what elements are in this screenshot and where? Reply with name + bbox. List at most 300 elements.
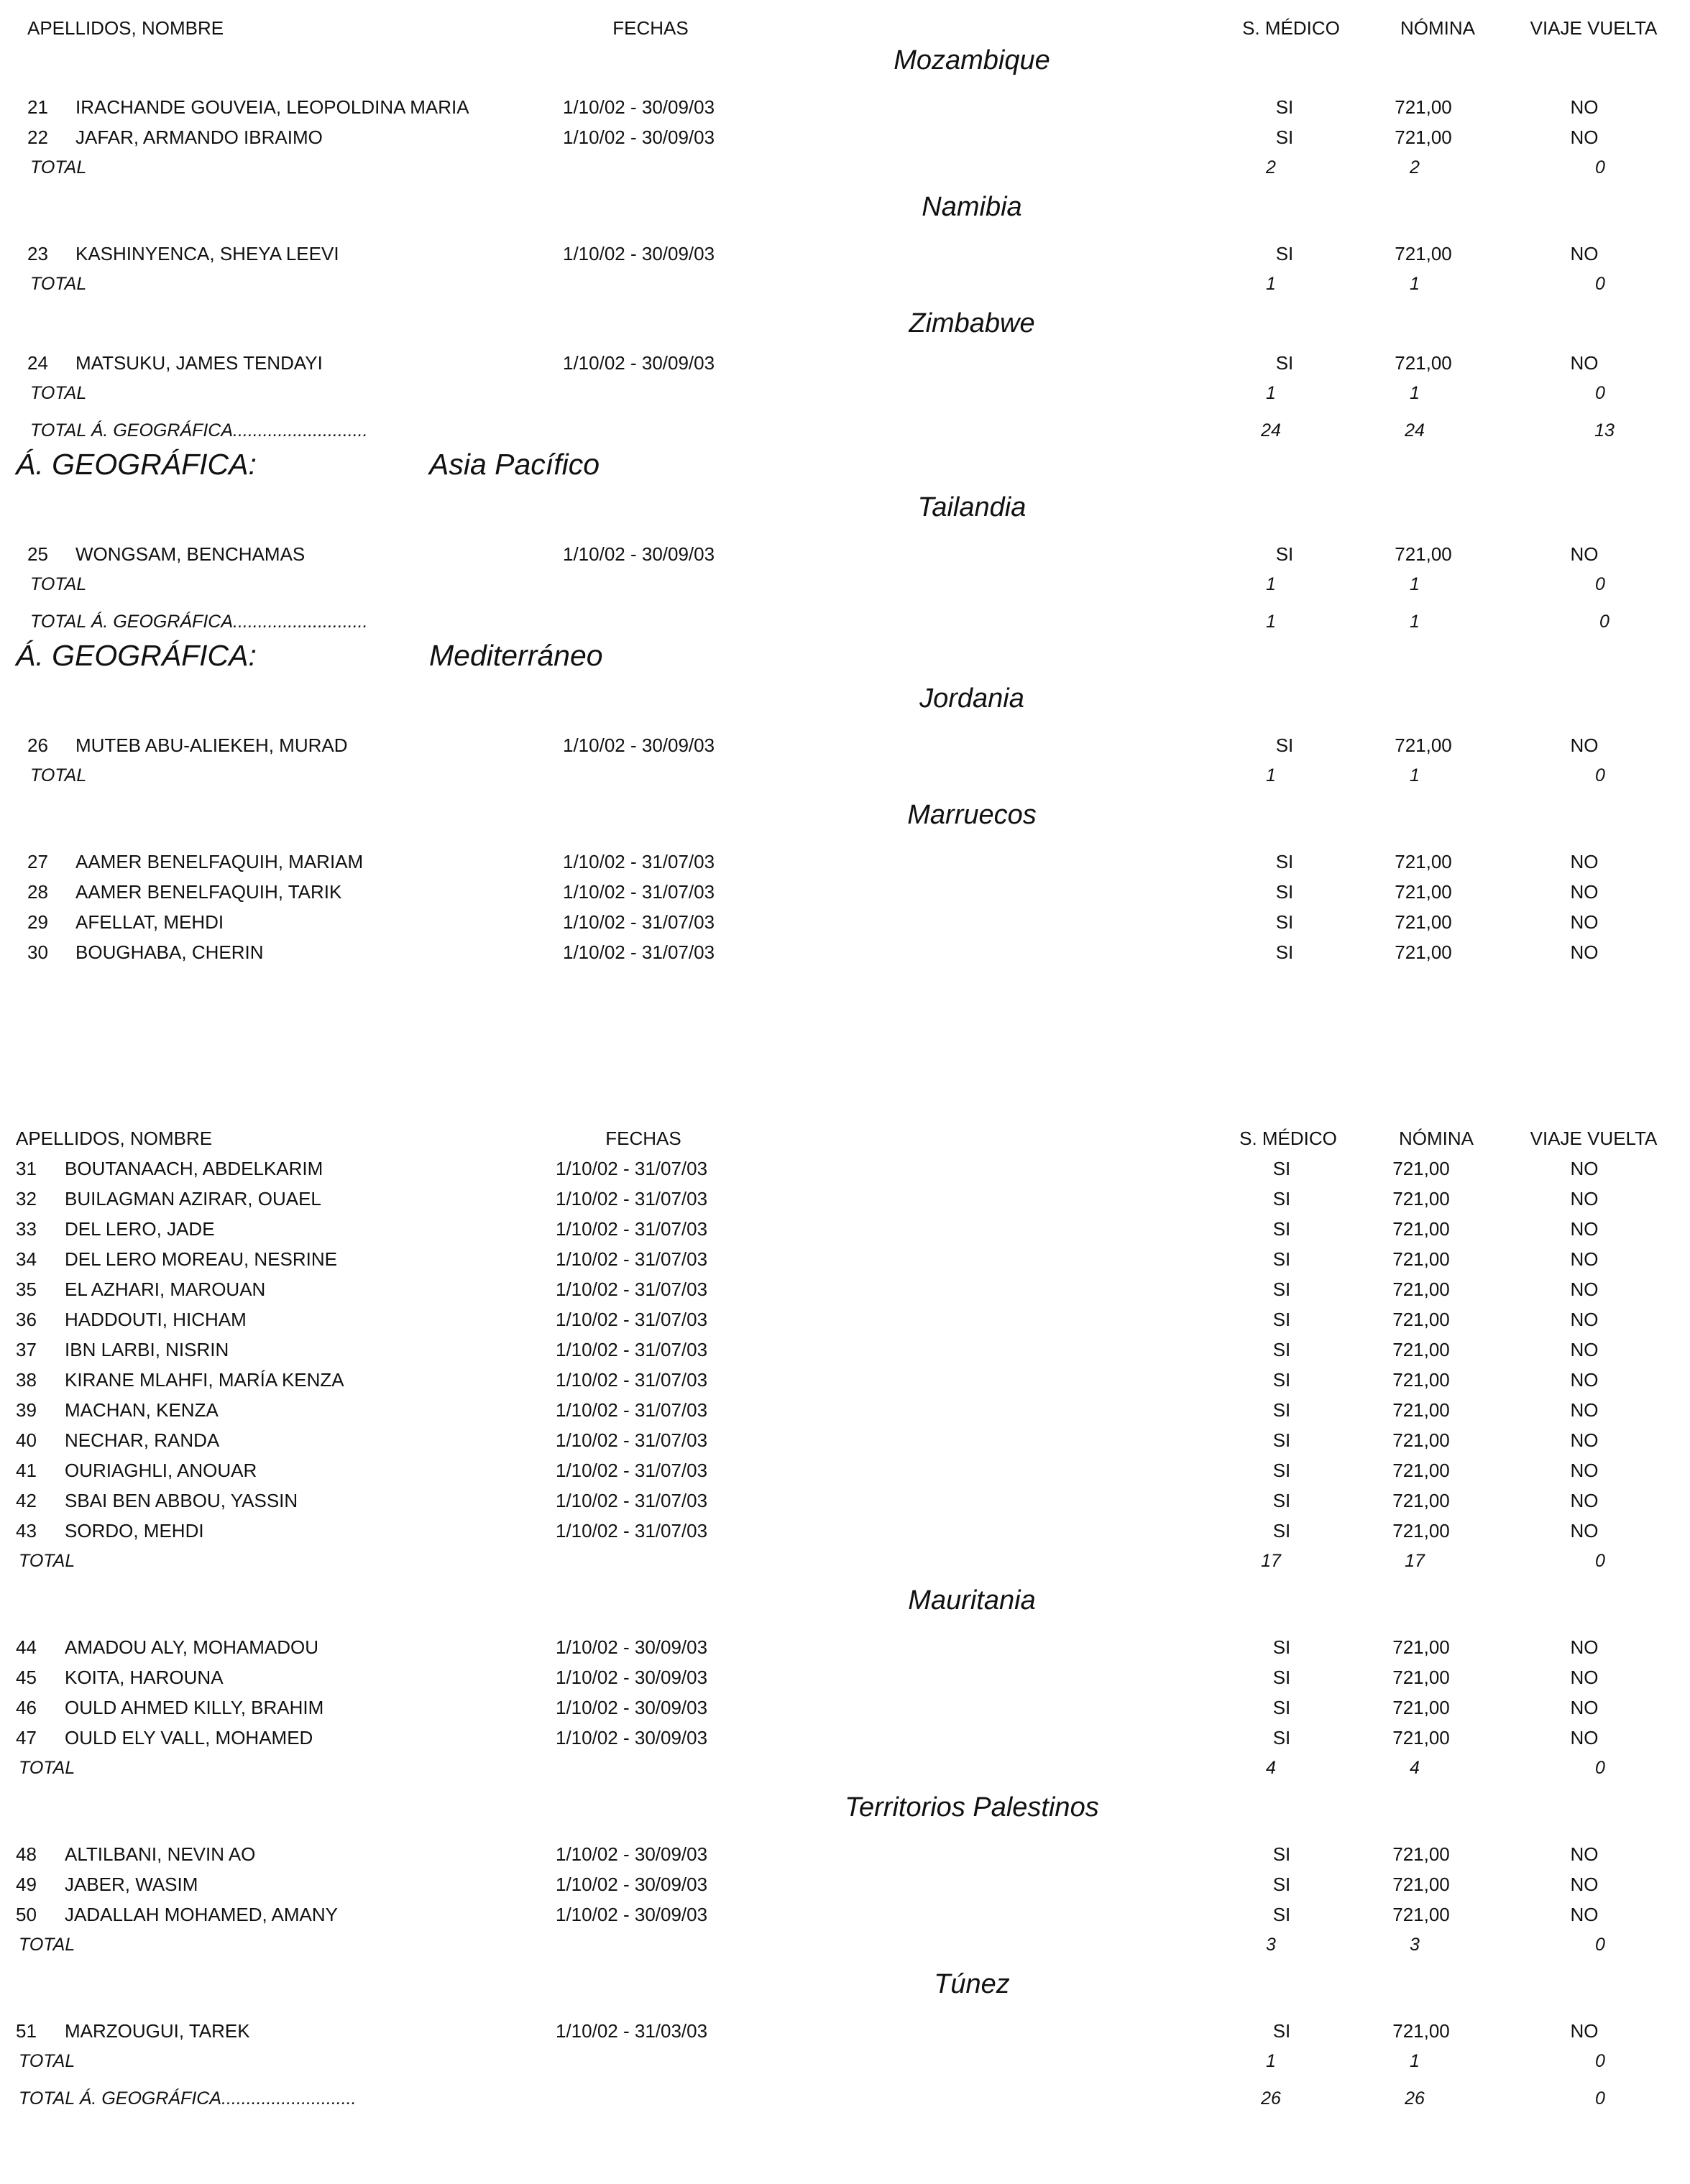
total-row <box>0 1753 1690 1783</box>
cell: 721,00 <box>1395 352 1452 374</box>
cell: 721,00 <box>1392 1248 1450 1270</box>
country-heading-territorios-palestinos <box>0 1790 1690 1825</box>
cell: NO <box>1570 543 1599 565</box>
cell: SI <box>1272 1697 1291 1718</box>
cell: KASHINYENCA, SHEYA LEEVI <box>75 243 339 264</box>
cell: 1/10/02 - 30/09/03 <box>556 1636 708 1658</box>
table-row <box>0 92 1690 122</box>
cell: 721,00 <box>1392 1218 1450 1240</box>
cell: NO <box>1570 1520 1599 1542</box>
section-2 <box>0 1123 1690 2114</box>
cell: SI <box>1272 1248 1291 1270</box>
country-heading-mozambique <box>0 43 1690 78</box>
country-heading-tailandia <box>0 490 1690 525</box>
cell: 26 <box>1261 2088 1281 2109</box>
cell: SI <box>1272 1399 1291 1421</box>
cell: 51 <box>16 2020 37 2042</box>
cell: 43 <box>16 1520 37 1542</box>
cell: 2 <box>1410 157 1420 178</box>
section-1 <box>0 13 1690 967</box>
cell: SI <box>1272 1309 1291 1330</box>
cell: 31 <box>16 1158 37 1179</box>
table-row <box>0 847 1690 877</box>
cell: 1/10/02 - 30/09/03 <box>563 543 715 565</box>
total-row <box>0 152 1690 183</box>
table-row <box>0 1335 1690 1365</box>
cell: 721,00 <box>1395 734 1452 756</box>
cell: NO <box>1570 1429 1599 1451</box>
cell: 0 <box>1595 2088 1605 2109</box>
cell: 1 <box>1410 574 1420 594</box>
cell: 49 <box>16 1874 37 1895</box>
cell: NO <box>1570 1248 1599 1270</box>
cell: NO <box>1570 1339 1599 1360</box>
cell: 35 <box>16 1278 37 1300</box>
cell: 1 <box>1410 2051 1420 2071</box>
header-trip: VIAJE VUELTA <box>1530 1128 1658 1149</box>
header-name: APELLIDOS, NOMBRE <box>16 1128 213 1149</box>
cell: BUILAGMAN AZIRAR, OUAEL <box>65 1188 321 1210</box>
area-total-row <box>0 2083 1690 2114</box>
country-name: Tailandia <box>917 492 1027 522</box>
cell: 721,00 <box>1392 1309 1450 1330</box>
cell: 24 <box>1405 420 1425 441</box>
cell: SI <box>1275 96 1294 118</box>
cell: 47 <box>16 1727 37 1748</box>
cell: 721,00 <box>1392 1339 1450 1360</box>
cell: 41 <box>16 1460 37 1481</box>
cell: 721,00 <box>1392 1697 1450 1718</box>
area-total-row <box>0 607 1690 637</box>
cell: 1/10/02 - 31/07/03 <box>556 1520 708 1542</box>
cell: 1/10/02 - 30/09/03 <box>563 243 715 264</box>
cell: SBAI BEN ABBOU, YASSIN <box>65 1490 298 1511</box>
cell: NO <box>1570 1490 1599 1511</box>
cell: 25 <box>27 543 48 565</box>
cell: 721,00 <box>1392 1429 1450 1451</box>
cell: 1/10/02 - 31/03/03 <box>556 2020 708 2042</box>
cell: TOTAL Á. GEOGRÁFICA........................... <box>30 420 368 441</box>
cell: 1 <box>1266 765 1276 785</box>
cell: SI <box>1272 1520 1291 1542</box>
cell: 1/10/02 - 31/07/03 <box>556 1460 708 1481</box>
cell: 1/10/02 - 31/07/03 <box>556 1278 708 1300</box>
cell: NO <box>1570 1727 1599 1748</box>
cell: 46 <box>16 1697 37 1718</box>
total-row <box>0 2046 1690 2076</box>
cell: AAMER BENELFAQUIH, MARIAM <box>75 851 364 872</box>
country-name: Mauritania <box>908 1585 1036 1616</box>
cell: 13 <box>1594 420 1615 441</box>
cell: 1/10/02 - 31/07/03 <box>556 1369 708 1391</box>
cell: MARZOUGUI, TAREK <box>65 2020 250 2042</box>
cell: 721,00 <box>1395 911 1452 933</box>
table-row <box>0 1184 1690 1214</box>
cell: NO <box>1570 1843 1599 1865</box>
cell: 721,00 <box>1395 881 1452 903</box>
cell: 39 <box>16 1399 37 1421</box>
cell: 721,00 <box>1395 126 1452 148</box>
cell: 21 <box>27 96 48 118</box>
country-name: Territorios Palestinos <box>845 1792 1099 1823</box>
cell: MATSUKU, JAMES TENDAYI <box>75 352 323 374</box>
cell: SI <box>1275 243 1294 264</box>
total-row <box>0 1930 1690 1960</box>
cell: 1/10/02 - 31/07/03 <box>556 1158 708 1179</box>
country-heading-zimbabwe <box>0 306 1690 341</box>
cell: 721,00 <box>1392 1460 1450 1481</box>
table-row <box>0 1365 1690 1395</box>
cell: SI <box>1272 1490 1291 1511</box>
cell: 1/10/02 - 30/09/03 <box>556 1697 708 1718</box>
cell: SI <box>1272 1158 1291 1179</box>
cell: 0 <box>1595 1935 1605 1955</box>
cell: 1/10/02 - 30/09/03 <box>563 734 715 756</box>
cell: 721,00 <box>1392 1188 1450 1210</box>
total-row <box>0 760 1690 791</box>
cell: TOTAL <box>19 2051 75 2071</box>
header-trip: VIAJE VUELTA <box>1530 17 1658 39</box>
cell: 1/10/02 - 31/07/03 <box>556 1309 708 1330</box>
cell: NO <box>1570 96 1599 118</box>
cell: 1/10/02 - 31/07/03 <box>556 1248 708 1270</box>
cell: TOTAL <box>30 157 87 178</box>
cell: SI <box>1272 1188 1291 1210</box>
table-row <box>0 1214 1690 1244</box>
cell: 721,00 <box>1392 1636 1450 1658</box>
cell: SI <box>1272 2020 1291 2042</box>
table-row <box>0 1395 1690 1425</box>
cell: 0 <box>1595 574 1605 594</box>
table-row <box>0 2016 1690 2046</box>
cell: 45 <box>16 1667 37 1688</box>
cell: 36 <box>16 1309 37 1330</box>
cell: 721,00 <box>1392 1369 1450 1391</box>
area-total-row <box>0 415 1690 446</box>
cell: 1/10/02 - 31/07/03 <box>556 1218 708 1240</box>
cell: 0 <box>1595 1758 1605 1778</box>
cell: NO <box>1570 941 1599 963</box>
cell: EL AZHARI, MAROUAN <box>65 1278 266 1300</box>
header-name: APELLIDOS, NOMBRE <box>27 17 224 39</box>
country-name: Namibia <box>922 192 1022 222</box>
cell: JAFAR, ARMANDO IBRAIMO <box>75 126 323 148</box>
table-row <box>0 348 1690 378</box>
cell: NO <box>1570 1158 1599 1179</box>
cell: NO <box>1570 1667 1599 1688</box>
cell: DEL LERO, JADE <box>65 1218 215 1240</box>
cell: 1 <box>1266 574 1276 594</box>
cell: 26 <box>1405 2088 1425 2109</box>
country-name: Marruecos <box>907 800 1037 830</box>
table-row <box>0 1899 1690 1930</box>
country-name: Jordania <box>919 683 1024 714</box>
cell: 1/10/02 - 30/09/03 <box>563 96 715 118</box>
table-row <box>0 1455 1690 1485</box>
column-header-row <box>0 13 1690 43</box>
cell: 1/10/02 - 31/07/03 <box>556 1399 708 1421</box>
table-row <box>0 239 1690 269</box>
country-name: Mozambique <box>894 45 1050 75</box>
cell: 1/10/02 - 31/07/03 <box>556 1429 708 1451</box>
cell: 27 <box>27 851 48 872</box>
country-heading-mauritania <box>0 1583 1690 1618</box>
cell: NO <box>1570 1697 1599 1718</box>
cell: 721,00 <box>1392 1490 1450 1511</box>
cell: 721,00 <box>1395 96 1452 118</box>
cell: 1/10/02 - 31/07/03 <box>563 851 715 872</box>
cell: SI <box>1272 1727 1291 1748</box>
cell: 1 <box>1266 612 1276 632</box>
cell: 48 <box>16 1843 37 1865</box>
country-heading-namibia <box>0 190 1690 224</box>
cell: KOITA, HAROUNA <box>65 1667 224 1688</box>
cell: TOTAL <box>19 1758 75 1778</box>
header-payroll: NÓMINA <box>1399 1128 1474 1149</box>
cell: 1 <box>1410 383 1420 403</box>
cell: 1/10/02 - 30/09/03 <box>563 352 715 374</box>
cell: NECHAR, RANDA <box>65 1429 220 1451</box>
cell: 17 <box>1405 1551 1425 1571</box>
header-payroll: NÓMINA <box>1400 17 1475 39</box>
cell: 1/10/02 - 31/07/03 <box>556 1188 708 1210</box>
cell: SORDO, MEHDI <box>65 1520 204 1542</box>
table-row <box>0 539 1690 569</box>
cell: 1/10/02 - 30/09/03 <box>556 1904 708 1925</box>
table-row <box>0 1485 1690 1516</box>
table-row <box>0 1869 1690 1899</box>
cell: TOTAL <box>30 274 87 294</box>
cell: NO <box>1570 911 1599 933</box>
cell: 0 <box>1595 383 1605 403</box>
cell: 721,00 <box>1395 543 1452 565</box>
cell: AFELLAT, MEHDI <box>75 911 224 933</box>
cell: SI <box>1275 851 1294 872</box>
header-medical: S. MÉDICO <box>1239 1128 1337 1149</box>
table-row <box>0 1153 1690 1184</box>
cell: 37 <box>16 1339 37 1360</box>
cell: SI <box>1275 543 1294 565</box>
cell: 1 <box>1266 274 1276 294</box>
cell: 1/10/02 - 30/09/03 <box>556 1843 708 1865</box>
table-row <box>0 1244 1690 1274</box>
cell: 0 <box>1595 1551 1605 1571</box>
cell: TOTAL Á. GEOGRÁFICA........................... <box>19 2088 357 2109</box>
table-row <box>0 937 1690 967</box>
cell: SI <box>1275 734 1294 756</box>
cell: 42 <box>16 1490 37 1511</box>
cell: 1/10/02 - 31/07/03 <box>556 1490 708 1511</box>
cell: 3 <box>1266 1935 1276 1955</box>
cell: 1/10/02 - 31/07/03 <box>563 881 715 903</box>
cell: HADDOUTI, HICHAM <box>65 1309 247 1330</box>
cell: 50 <box>16 1904 37 1925</box>
cell: JADALLAH MOHAMED, AMANY <box>65 1904 338 1925</box>
cell: 1 <box>1266 2051 1276 2071</box>
cell: NO <box>1570 734 1599 756</box>
cell: 1/10/02 - 30/09/03 <box>556 1727 708 1748</box>
cell: 1/10/02 - 30/09/03 <box>563 126 715 148</box>
cell: KIRANE MLAHFI, MARÍA KENZA <box>65 1369 344 1391</box>
table-row <box>0 1304 1690 1335</box>
cell: NO <box>1570 881 1599 903</box>
cell: SI <box>1272 1904 1291 1925</box>
cell: SI <box>1272 1460 1291 1481</box>
country-heading-marruecos <box>0 798 1690 832</box>
cell: TOTAL <box>30 574 87 594</box>
cell: 721,00 <box>1392 1667 1450 1688</box>
total-row <box>0 378 1690 408</box>
cell: NO <box>1570 1278 1599 1300</box>
cell: SI <box>1275 881 1294 903</box>
cell: 1 <box>1410 274 1420 294</box>
total-row <box>0 1546 1690 1576</box>
cell: NO <box>1570 1904 1599 1925</box>
table-row <box>0 1723 1690 1753</box>
area-heading-mediterraneo <box>0 637 1690 674</box>
cell: TOTAL <box>30 765 87 785</box>
cell: TOTAL Á. GEOGRÁFICA........................... <box>30 612 368 632</box>
table-row <box>0 877 1690 907</box>
total-row <box>0 269 1690 299</box>
cell: 1 <box>1410 765 1420 785</box>
cell: 44 <box>16 1636 37 1658</box>
table-row <box>0 907 1690 937</box>
table-row <box>0 1632 1690 1662</box>
header-medical: S. MÉDICO <box>1242 17 1340 39</box>
cell: 721,00 <box>1395 851 1452 872</box>
cell: 721,00 <box>1395 941 1452 963</box>
table-row <box>0 1425 1690 1455</box>
cell: 1 <box>1410 612 1420 632</box>
cell: 3 <box>1410 1935 1420 1955</box>
rows-marruecos-cont <box>0 1153 1690 1576</box>
cell: SI <box>1272 1429 1291 1451</box>
cell: 32 <box>16 1188 37 1210</box>
area-name: Mediterráneo <box>429 639 603 672</box>
cell: 24 <box>1261 420 1281 441</box>
cell: 1/10/02 - 31/07/03 <box>563 911 715 933</box>
cell: 721,00 <box>1392 1874 1450 1895</box>
cell: 22 <box>27 126 48 148</box>
cell: 33 <box>16 1218 37 1240</box>
cell: 0 <box>1595 157 1605 178</box>
cell: OULD ELY VALL, MOHAMED <box>65 1727 313 1748</box>
cell: 1/10/02 - 31/07/03 <box>556 1339 708 1360</box>
table-row <box>0 1516 1690 1546</box>
table-row <box>0 1662 1690 1692</box>
cell: NO <box>1570 1460 1599 1481</box>
cell: TOTAL <box>19 1935 75 1955</box>
cell: 721,00 <box>1392 1399 1450 1421</box>
cell: 721,00 <box>1392 1727 1450 1748</box>
cell: 721,00 <box>1392 1158 1450 1179</box>
cell: 23 <box>27 243 48 264</box>
cell: SI <box>1272 1636 1291 1658</box>
cell: NO <box>1570 1369 1599 1391</box>
cell: AMADOU ALY, MOHAMADOU <box>65 1636 318 1658</box>
cell: OULD AHMED KILLY, BRAHIM <box>65 1697 324 1718</box>
table-row <box>0 122 1690 152</box>
cell: 1/10/02 - 30/09/03 <box>556 1667 708 1688</box>
cell: SI <box>1272 1218 1291 1240</box>
cell: 40 <box>16 1429 37 1451</box>
cell: 0 <box>1599 612 1609 632</box>
cell: NO <box>1570 126 1599 148</box>
cell: ALTILBANI, NEVIN AO <box>65 1843 256 1865</box>
cell: SI <box>1275 352 1294 374</box>
cell: NO <box>1570 1636 1599 1658</box>
cell: BOUTANAACH, ABDELKARIM <box>65 1158 323 1179</box>
cell: 24 <box>27 352 48 374</box>
cell: 721,00 <box>1395 243 1452 264</box>
cell: SI <box>1272 1667 1291 1688</box>
cell: 721,00 <box>1392 1843 1450 1865</box>
cell: SI <box>1272 1278 1291 1300</box>
cell: OURIAGHLI, ANOUAR <box>65 1460 257 1481</box>
country-heading-tunez <box>0 1967 1690 2001</box>
cell: SI <box>1275 941 1294 963</box>
cell: SI <box>1272 1874 1291 1895</box>
cell: AAMER BENELFAQUIH, TARIK <box>75 881 342 903</box>
cell: NO <box>1570 2020 1599 2042</box>
cell: 721,00 <box>1392 1520 1450 1542</box>
total-row <box>0 569 1690 599</box>
cell: 38 <box>16 1369 37 1391</box>
cell: SI <box>1275 911 1294 933</box>
cell: 28 <box>27 881 48 903</box>
cell: 1/10/02 - 30/09/03 <box>556 1874 708 1895</box>
cell: 30 <box>27 941 48 963</box>
cell: 17 <box>1261 1551 1281 1571</box>
cell: 0 <box>1595 274 1605 294</box>
cell: TOTAL <box>30 383 87 403</box>
cell: NO <box>1570 1188 1599 1210</box>
country-heading-jordania <box>0 681 1690 716</box>
area-name: Á. GEOGRÁFICA: <box>16 448 257 481</box>
cell: NO <box>1570 243 1599 264</box>
cell: 34 <box>16 1248 37 1270</box>
cell: SI <box>1272 1339 1291 1360</box>
cell: SI <box>1272 1369 1291 1391</box>
table-row <box>0 1274 1690 1304</box>
cell: 4 <box>1266 1758 1276 1778</box>
cell: BOUGHABA, CHERIN <box>75 941 264 963</box>
cell: 29 <box>27 911 48 933</box>
cell: IRACHANDE GOUVEIA, LEOPOLDINA MARIA <box>75 96 469 118</box>
cell: WONGSAM, BENCHAMAS <box>75 543 306 565</box>
cell: NO <box>1570 352 1599 374</box>
cell: 26 <box>27 734 48 756</box>
area-heading-asia <box>0 446 1690 483</box>
cell: DEL LERO MOREAU, NESRINE <box>65 1248 338 1270</box>
area-name: Asia Pacífico <box>429 448 600 481</box>
cell: NO <box>1570 1218 1599 1240</box>
cell: 721,00 <box>1392 1278 1450 1300</box>
cell: NO <box>1570 1309 1599 1330</box>
cell: MACHAN, KENZA <box>65 1399 219 1421</box>
column-header-row <box>0 1123 1690 1153</box>
country-name: Túnez <box>934 1969 1010 1999</box>
cell: SI <box>1275 126 1294 148</box>
cell: 4 <box>1410 1758 1420 1778</box>
cell: NO <box>1570 1874 1599 1895</box>
cell: MUTEB ABU-ALIEKEH, MURAD <box>75 734 348 756</box>
cell: 721,00 <box>1392 2020 1450 2042</box>
cell: SI <box>1272 1843 1291 1865</box>
cell: NO <box>1570 851 1599 872</box>
cell: 0 <box>1595 2051 1605 2071</box>
